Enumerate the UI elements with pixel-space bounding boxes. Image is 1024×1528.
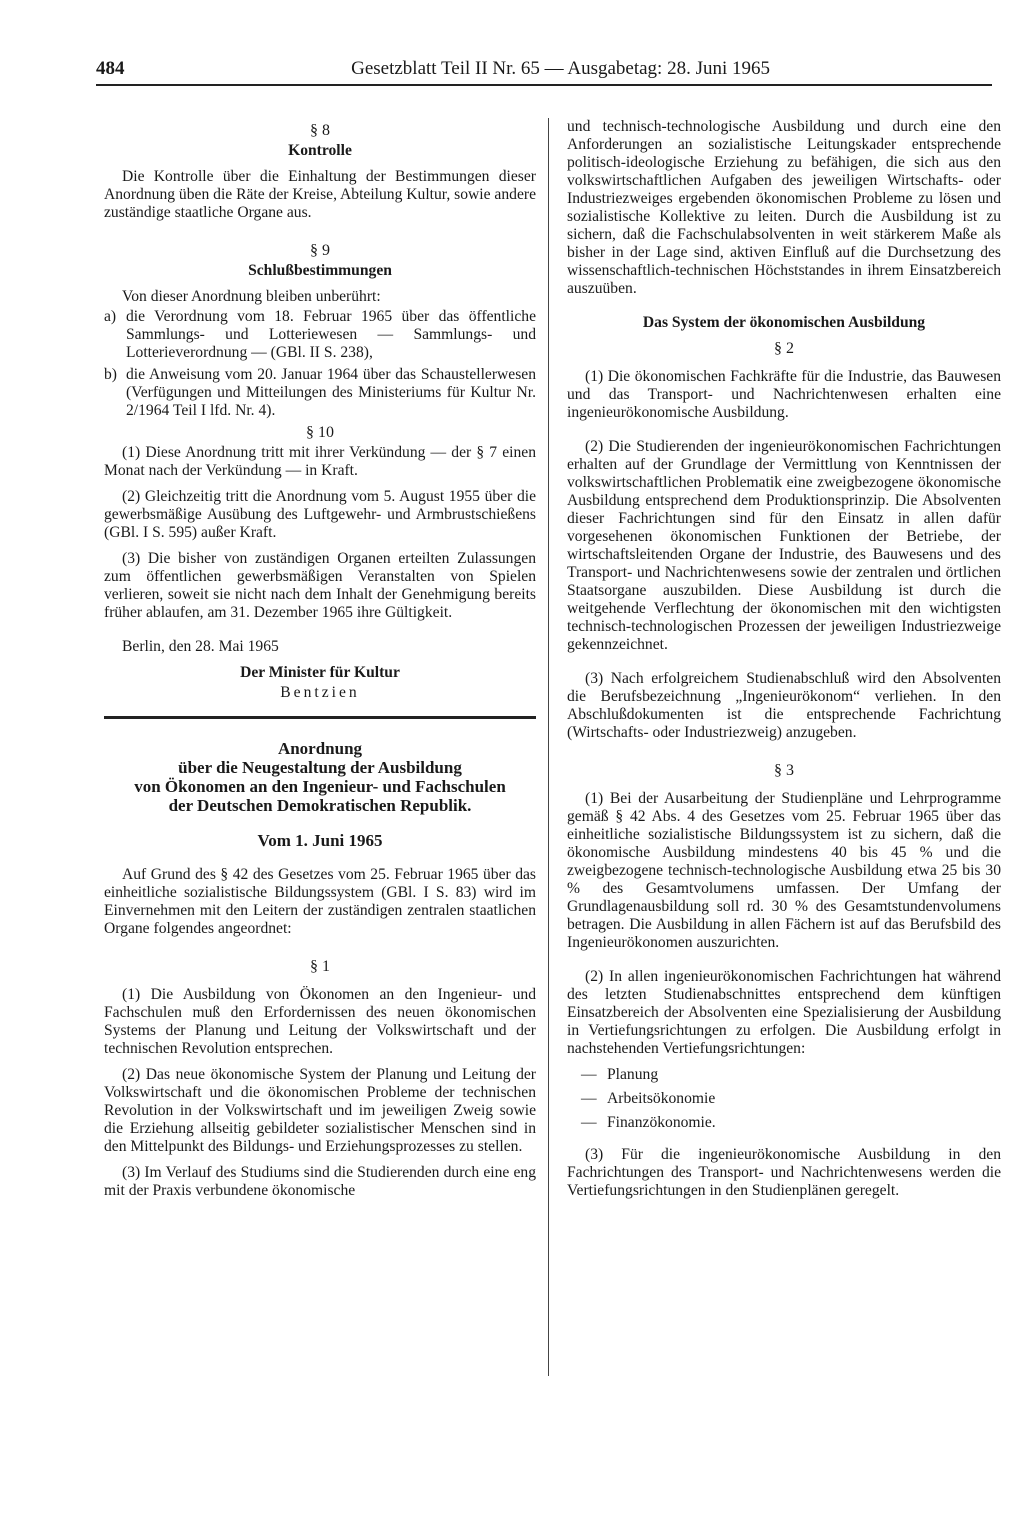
page-number: 484 [96, 58, 125, 79]
ordinance-preamble: Auf Grund des § 42 des Gesetzes vom 25. Februar 1965 über das einheitliche sozialistische Bildungssystem (GBl. I S. 83) wird im Einvernehmen mit den Leitern der zuständigen zentralen staatlichen Organe folgendes angeordnet: [104, 866, 536, 937]
section-8-number: § 8 [310, 122, 330, 139]
continued-text: und technisch-technologische Ausbildung und durch eine den Anforderungen an sozialistische Leitungskader entsprechende politisch-ideologische Erziehung zu befähigen, die sich aus den volkswirtschaftlichen Aufgaben des jeweiligen Wirtschafts- oder Industriezweiges ergebenden ökonomischen Probleme zu lösen und sozialistische Kollektive zu leiten. Durch die Ausbildung ist zu sichern, daß die Fachschulabsolventen in weit stärkerem Maße als bisher in der Lage sind, aktiven Einfluß auf die Durchsetzung des wissenschaftlich-technischen Höchststandes in ihrem Einsatzbereich auszuüben. [567, 118, 1001, 297]
section-divider [104, 716, 536, 719]
section-1-p2: (2) Das neue ökonomische System der Planung und Leitung der Volkswirtschaft und die ökonomischen Probleme der technischen Revolution in der Volkswirtschaft und im jeweiligen Zweig sowie die Erziehung allseitig gebildeter sozialistischer Menschen sind in den Mittelpunkt des Bildungs- und Erziehungsprozesses zu stellen. [104, 1066, 536, 1155]
section-2-p1: (1) Die ökonomischen Fachkräfte für die Industrie, das Bauwesen und das Transport- und Nachrichtenwesen erhalten eine ingenieurökonomische Ausbildung. [567, 368, 1001, 421]
section-1-p1: (1) Die Ausbildung von Ökonomen an den Ingenieur- und Fachschulen muß den Erfordernissen des neuen ökonomischen Systems der Planung und Leitung der Volkswirtschaft und der technischen Revolution entsprechen. [104, 986, 536, 1057]
column-separator [548, 118, 549, 1376]
dash-marker: — [581, 1114, 597, 1131]
list-item [581, 1066, 1001, 1084]
section-1-p3: (3) Im Verlauf des Studiums sind die Studierenden durch eine eng mit der Praxis verbundene ökonomische [104, 1164, 536, 1199]
list-item [581, 1090, 1001, 1108]
section-2-number: § 2 [774, 340, 794, 357]
section-9-heading: Schlußbestimmungen [248, 262, 392, 279]
ordinance-title-3: von Ökonomen an den Ingenieur- und Fachschulen [134, 777, 506, 796]
item-a-text: die Verordnung vom 18. Februar 1965 über das öffentliche Sammlungs- und Lotteriewesen — Sammlungs- und Lotterieverordnung — (GBl. II S. 238), [126, 308, 536, 361]
section-3-p2: (2) In allen ingenieurökonomischen Fachrichtungen hat während des letzten Studienabschnittes entsprechend dem künftigen Einsatzbereich der Absolventen eine Spezialisierung der Ausbildung in Vertiefungsrichtungen zu erfolgen. Die Ausbildung erfolgt in nachstehenden Vertiefungsrichtungen: [567, 968, 1001, 1057]
section-2-p2: (2) Die Studierenden der ingenieurökonomischen Fachrichtungen erhalten auf der Grundlage der Vermittlung von Kenntnissen der volkswirtschaftlichen Problematik eine zweigbezogene ökonomische Ausbildung entsprechend dem Produktionsprinzip. Die Absolventen dieser Fachrichtungen sind für den Einsatz in allen dafür vorgesehenen ökonomischen Funktionen der Betriebe, der wirtschaftsleitenden Organe der Industrie, des Bauwesens und des Transport- und Nachrichtenwesens sowie der zentralen und örtlichen Staatsorgane auszubilden. Diese Ausbildung ist durch die weitgehende Verflechtung der ökonomischen mit den wichtigsten technisch-technologischen Prozessen der jeweiligen Industriezweige gekennzeichnet. [567, 438, 1001, 653]
section-3-p3: (3) Für die ingenieurökonomische Ausbildung in den Fachrichtungen des Transport- und Nachrichtenwesens werden die Vertiefungsrichtungen in den Studienplänen geregelt. [567, 1146, 1001, 1199]
section-2-p3: (3) Nach erfolgreichem Studienabschluß wird den Absolventen die Berufsbezeichnung „Ingenieurökonom“ verliehen. In den Abschlußdokumenten ist die entsprechende Fachrichtung (Wirtschafts- oder Industriezweig) anzugeben. [567, 670, 1001, 741]
place-date: Berlin, den 28. Mai 1965 [122, 638, 279, 655]
section-8-heading: Kontrolle [288, 142, 352, 159]
dash-marker: — [581, 1066, 597, 1083]
system-heading: Das System der ökonomischen Ausbildung [642, 314, 926, 331]
ordinance-title-4: der Deutschen Demokratischen Republik. [168, 796, 472, 815]
signer-name: Bentzien [280, 684, 360, 701]
ordinance-date: Vom 1. Juni 1965 [257, 831, 383, 850]
left-column [104, 118, 536, 1208]
section-10-number: § 10 [306, 424, 334, 441]
ordinance-title-2: über die Neugestaltung der Ausbildung [178, 758, 462, 777]
signer-title: Der Minister für Kultur [240, 664, 400, 681]
section-3-p1: (1) Bei der Ausarbeitung der Studienpläne und Lehrprogramme gemäß § 42 Abs. 4 des Gesetzes vom 25. Februar 1965 über das einheitliche sozialistische Bildungssystem ist zu sichern, daß die ökonomische Ausbildung mindestens 40 bis 45 % und die zweigbezogene technisch-technologische Ausbildung etwa 25 bis 30 % des Gesamtvolumens umfassen. Der Umfang der Grundlagenausbildung soll rd. 30 % des Gesamtstundenvolumens betragen. Die Ausbildung in allen Fächern ist auf das Berufsbild des Ingenieurökonomen auszurichten. [567, 790, 1001, 951]
list-item [581, 1114, 1001, 1132]
section-10-p2: (2) Gleichzeitig tritt die Anordnung vom 5. August 1955 über die gewerbsmäßige Ausübung des Luftgewehr- und Armbrustschießens (GBl. I S. 595) außer Kraft. [104, 488, 536, 541]
list-item-text: Arbeitsökonomie [607, 1090, 716, 1107]
item-a-label: a) [104, 308, 117, 325]
page-header [96, 52, 992, 92]
list-item-text: Planung [607, 1066, 659, 1083]
section-10-p1: (1) Diese Anordnung tritt mit ihrer Verkündung — der § 7 einen Monat nach der Verkündung — in Kraft. [104, 444, 536, 479]
section-8-text: Die Kontrolle über die Einhaltung der Bestimmungen dieser Anordnung üben die Räte der Kreise, Abteilung Kultur, sowie andere zuständige staatliche Organe aus. [104, 168, 536, 221]
section-1-number: § 1 [310, 958, 330, 975]
ordinance-title-1: Anordnung [277, 739, 363, 758]
section-10-p3: (3) Die bisher von zuständigen Organen erteilten Zulassungen zum öffentlichen gewerbsmäßigen Veranstalten von Spielen verlieren, soweit sie nicht nach dem Inhalt der Genehmigung bereits früher ablaufen, am 31. Dezember 1965 ihre Gültigkeit. [104, 550, 536, 621]
section-9-intro: Von dieser Anordnung bleiben unberührt: [122, 288, 381, 305]
header-title: Gesetzblatt Teil II Nr. 65 — Ausgabetag: 28. Juni 1965 [351, 58, 770, 79]
item-b-text: die Anweisung vom 20. Januar 1964 über das Schaustellerwesen (Verfügungen und Mitteilungen des Ministeriums für Kultur Nr. 2/1964 Teil I lfd. Nr. 4). [126, 366, 536, 419]
dash-marker: — [581, 1090, 597, 1107]
section-9-item-a [104, 308, 536, 362]
section-9-item-b [104, 366, 536, 420]
right-column [567, 118, 1001, 1208]
section-3-number: § 3 [774, 762, 794, 779]
item-b-label: b) [104, 366, 117, 383]
section-9-number: § 9 [310, 242, 330, 259]
header-rule [96, 84, 992, 86]
list-item-text: Finanzökonomie. [607, 1114, 716, 1131]
